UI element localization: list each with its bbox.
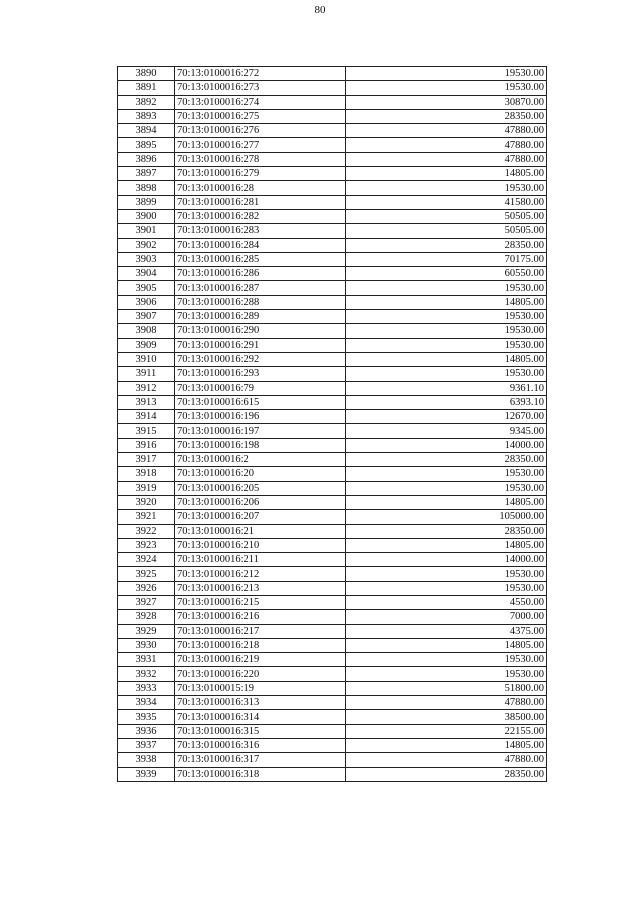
value-cell: 19530.00 (346, 67, 547, 81)
table-row (118, 109, 547, 123)
cadastral-number-cell: 70:13:0100016:290 (175, 324, 346, 338)
row-number-cell: 3904 (118, 267, 175, 281)
row-number-cell: 3917 (118, 453, 175, 467)
table-row (118, 209, 547, 223)
cadastral-number-cell: 70:13:0100016:284 (175, 238, 346, 252)
row-number-cell: 3911 (118, 367, 175, 381)
row-number-cell: 3903 (118, 252, 175, 266)
row-number-cell: 3900 (118, 209, 175, 223)
value-cell: 60550.00 (346, 267, 547, 281)
value-cell: 14000.00 (346, 438, 547, 452)
cadastral-number-cell: 70:13:0100016:20 (175, 467, 346, 481)
cadastral-number-cell: 70:13:0100016:282 (175, 209, 346, 223)
value-cell: 47880.00 (346, 753, 547, 767)
row-number-cell: 3920 (118, 495, 175, 509)
value-cell: 7000.00 (346, 610, 547, 624)
table-row (118, 653, 547, 667)
table-row (118, 267, 547, 281)
row-number-cell: 3908 (118, 324, 175, 338)
row-number-cell: 3932 (118, 667, 175, 681)
row-number-cell: 3937 (118, 738, 175, 752)
cadastral-number-cell: 70:13:0100016:205 (175, 481, 346, 495)
value-cell: 19530.00 (346, 181, 547, 195)
value-cell: 47880.00 (346, 138, 547, 152)
row-number-cell: 3935 (118, 710, 175, 724)
value-cell: 14805.00 (346, 167, 547, 181)
row-number-cell: 3896 (118, 152, 175, 166)
row-number-cell: 3905 (118, 281, 175, 295)
table-row (118, 481, 547, 495)
row-number-cell: 3926 (118, 581, 175, 595)
cadastral-number-cell: 70:13:0100016:293 (175, 367, 346, 381)
table-row (118, 624, 547, 638)
cadastral-number-cell: 70:13:0100016:218 (175, 638, 346, 652)
row-number-cell: 3936 (118, 724, 175, 738)
cadastral-number-cell: 70:13:0100015:19 (175, 681, 346, 695)
table-row (118, 152, 547, 166)
value-cell: 19530.00 (346, 310, 547, 324)
table-row (118, 438, 547, 452)
value-cell: 4550.00 (346, 595, 547, 609)
cadastral-number-cell: 70:13:0100016:197 (175, 424, 346, 438)
value-cell: 19530.00 (346, 653, 547, 667)
row-number-cell: 3910 (118, 352, 175, 366)
table-row (118, 738, 547, 752)
row-number-cell: 3938 (118, 753, 175, 767)
value-cell: 19530.00 (346, 481, 547, 495)
row-number-cell: 3898 (118, 181, 175, 195)
value-cell: 30870.00 (346, 95, 547, 109)
cadastral-value-table (117, 66, 547, 782)
table-row (118, 710, 547, 724)
cadastral-number-cell: 70:13:0100016:292 (175, 352, 346, 366)
row-number-cell: 3930 (118, 638, 175, 652)
value-cell: 50505.00 (346, 224, 547, 238)
row-number-cell: 3934 (118, 696, 175, 710)
value-cell: 28350.00 (346, 524, 547, 538)
cadastral-number-cell: 70:13:0100016:212 (175, 567, 346, 581)
table-row (118, 352, 547, 366)
table-row (118, 610, 547, 624)
cadastral-number-cell: 70:13:0100016:317 (175, 753, 346, 767)
cadastral-number-cell: 70:13:0100016:79 (175, 381, 346, 395)
value-cell: 47880.00 (346, 696, 547, 710)
cadastral-number-cell: 70:13:0100016:210 (175, 538, 346, 552)
table-row (118, 510, 547, 524)
row-number-cell: 3895 (118, 138, 175, 152)
value-cell: 14805.00 (346, 352, 547, 366)
row-number-cell: 3902 (118, 238, 175, 252)
table-row (118, 495, 547, 509)
table-row (118, 195, 547, 209)
value-cell: 14805.00 (346, 738, 547, 752)
table-row (118, 138, 547, 152)
row-number-cell: 3925 (118, 567, 175, 581)
table-row (118, 553, 547, 567)
row-number-cell: 3899 (118, 195, 175, 209)
table-body (118, 67, 547, 782)
table-row (118, 181, 547, 195)
table-row (118, 252, 547, 266)
cadastral-number-cell: 70:13:0100016:291 (175, 338, 346, 352)
cadastral-number-cell: 70:13:0100016:28 (175, 181, 346, 195)
table-row (118, 81, 547, 95)
table-row (118, 767, 547, 781)
cadastral-number-cell: 70:13:0100016:213 (175, 581, 346, 595)
cadastral-number-cell: 70:13:0100016:277 (175, 138, 346, 152)
row-number-cell: 3916 (118, 438, 175, 452)
row-number-cell: 3890 (118, 67, 175, 81)
table-row (118, 638, 547, 652)
value-cell: 14805.00 (346, 295, 547, 309)
value-cell: 51800.00 (346, 681, 547, 695)
value-cell: 19530.00 (346, 81, 547, 95)
cadastral-number-cell: 70:13:0100016:287 (175, 281, 346, 295)
row-number-cell: 3891 (118, 81, 175, 95)
table-row (118, 753, 547, 767)
row-number-cell: 3915 (118, 424, 175, 438)
table-row (118, 310, 547, 324)
cadastral-number-cell: 70:13:0100016:286 (175, 267, 346, 281)
value-cell: 4375.00 (346, 624, 547, 638)
table-row (118, 567, 547, 581)
table-row (118, 538, 547, 552)
value-cell: 28350.00 (346, 238, 547, 252)
row-number-cell: 3893 (118, 109, 175, 123)
row-number-cell: 3913 (118, 395, 175, 409)
row-number-cell: 3924 (118, 553, 175, 567)
table-row (118, 338, 547, 352)
cadastral-number-cell: 70:13:0100016:273 (175, 81, 346, 95)
value-cell: 19530.00 (346, 567, 547, 581)
value-cell: 41580.00 (346, 195, 547, 209)
value-cell: 12670.00 (346, 410, 547, 424)
cadastral-number-cell: 70:13:0100016:281 (175, 195, 346, 209)
value-cell: 28350.00 (346, 767, 547, 781)
row-number-cell: 3919 (118, 481, 175, 495)
table-row (118, 124, 547, 138)
table-row (118, 67, 547, 81)
value-cell: 19530.00 (346, 467, 547, 481)
cadastral-number-cell: 70:13:0100016:313 (175, 696, 346, 710)
cadastral-number-cell: 70:13:0100016:316 (175, 738, 346, 752)
table-row (118, 595, 547, 609)
value-cell: 19530.00 (346, 581, 547, 595)
table-row (118, 367, 547, 381)
table-row (118, 281, 547, 295)
row-number-cell: 3912 (118, 381, 175, 395)
cadastral-number-cell: 70:13:0100016:615 (175, 395, 346, 409)
row-number-cell: 3892 (118, 95, 175, 109)
row-number-cell: 3909 (118, 338, 175, 352)
cadastral-number-cell: 70:13:0100016:215 (175, 595, 346, 609)
value-cell: 38500.00 (346, 710, 547, 724)
table-row (118, 524, 547, 538)
table-row (118, 395, 547, 409)
value-cell: 19530.00 (346, 324, 547, 338)
table-row (118, 95, 547, 109)
cadastral-number-cell: 70:13:0100016:198 (175, 438, 346, 452)
table-row (118, 424, 547, 438)
row-number-cell: 3914 (118, 410, 175, 424)
value-cell: 14805.00 (346, 538, 547, 552)
row-number-cell: 3931 (118, 653, 175, 667)
table-row (118, 667, 547, 681)
cadastral-number-cell: 70:13:0100016:219 (175, 653, 346, 667)
row-number-cell: 3929 (118, 624, 175, 638)
row-number-cell: 3922 (118, 524, 175, 538)
value-cell: 6393.10 (346, 395, 547, 409)
cadastral-number-cell: 70:13:0100016:206 (175, 495, 346, 509)
value-cell: 50505.00 (346, 209, 547, 223)
cadastral-number-cell: 70:13:0100016:276 (175, 124, 346, 138)
table-row (118, 410, 547, 424)
table-row (118, 238, 547, 252)
cadastral-number-cell: 70:13:0100016:278 (175, 152, 346, 166)
row-number-cell: 3907 (118, 310, 175, 324)
cadastral-number-cell: 70:13:0100016:272 (175, 67, 346, 81)
row-number-cell: 3921 (118, 510, 175, 524)
row-number-cell: 3928 (118, 610, 175, 624)
cadastral-number-cell: 70:13:0100016:289 (175, 310, 346, 324)
table-row (118, 696, 547, 710)
row-number-cell: 3939 (118, 767, 175, 781)
cadastral-number-cell: 70:13:0100016:207 (175, 510, 346, 524)
table-row (118, 324, 547, 338)
row-number-cell: 3927 (118, 595, 175, 609)
table-row (118, 381, 547, 395)
row-number-cell: 3923 (118, 538, 175, 552)
value-cell: 22155.00 (346, 724, 547, 738)
cadastral-number-cell: 70:13:0100016:220 (175, 667, 346, 681)
cadastral-number-cell: 70:13:0100016:283 (175, 224, 346, 238)
value-cell: 47880.00 (346, 152, 547, 166)
value-cell: 28350.00 (346, 109, 547, 123)
value-cell: 19530.00 (346, 667, 547, 681)
table-row (118, 724, 547, 738)
cadastral-number-cell: 70:13:0100016:211 (175, 553, 346, 567)
row-number-cell: 3906 (118, 295, 175, 309)
table-row (118, 295, 547, 309)
page-number: 80 (314, 4, 326, 16)
cadastral-number-cell: 70:13:0100016:279 (175, 167, 346, 181)
cadastral-number-cell: 70:13:0100016:274 (175, 95, 346, 109)
value-cell: 105000.00 (346, 510, 547, 524)
row-number-cell: 3894 (118, 124, 175, 138)
row-number-cell: 3897 (118, 167, 175, 181)
value-cell: 14805.00 (346, 638, 547, 652)
table-row (118, 581, 547, 595)
cadastral-number-cell: 70:13:0100016:314 (175, 710, 346, 724)
value-cell: 14000.00 (346, 553, 547, 567)
value-cell: 28350.00 (346, 453, 547, 467)
value-cell: 19530.00 (346, 338, 547, 352)
value-cell: 47880.00 (346, 124, 547, 138)
value-cell: 19530.00 (346, 367, 547, 381)
cadastral-number-cell: 70:13:0100016:21 (175, 524, 346, 538)
cadastral-number-cell: 70:13:0100016:2 (175, 453, 346, 467)
table-row (118, 167, 547, 181)
table-row (118, 224, 547, 238)
row-number-cell: 3918 (118, 467, 175, 481)
table-row (118, 681, 547, 695)
cadastral-number-cell: 70:13:0100016:285 (175, 252, 346, 266)
cadastral-number-cell: 70:13:0100016:318 (175, 767, 346, 781)
row-number-cell: 3901 (118, 224, 175, 238)
cadastral-number-cell: 70:13:0100016:217 (175, 624, 346, 638)
cadastral-number-cell: 70:13:0100016:315 (175, 724, 346, 738)
value-cell: 9361.10 (346, 381, 547, 395)
table-row (118, 467, 547, 481)
value-cell: 14805.00 (346, 495, 547, 509)
value-cell: 19530.00 (346, 281, 547, 295)
cadastral-number-cell: 70:13:0100016:196 (175, 410, 346, 424)
cadastral-number-cell: 70:13:0100016:275 (175, 109, 346, 123)
cadastral-number-cell: 70:13:0100016:216 (175, 610, 346, 624)
value-cell: 9345.00 (346, 424, 547, 438)
row-number-cell: 3933 (118, 681, 175, 695)
cadastral-number-cell: 70:13:0100016:288 (175, 295, 346, 309)
value-cell: 70175.00 (346, 252, 547, 266)
table-row (118, 453, 547, 467)
